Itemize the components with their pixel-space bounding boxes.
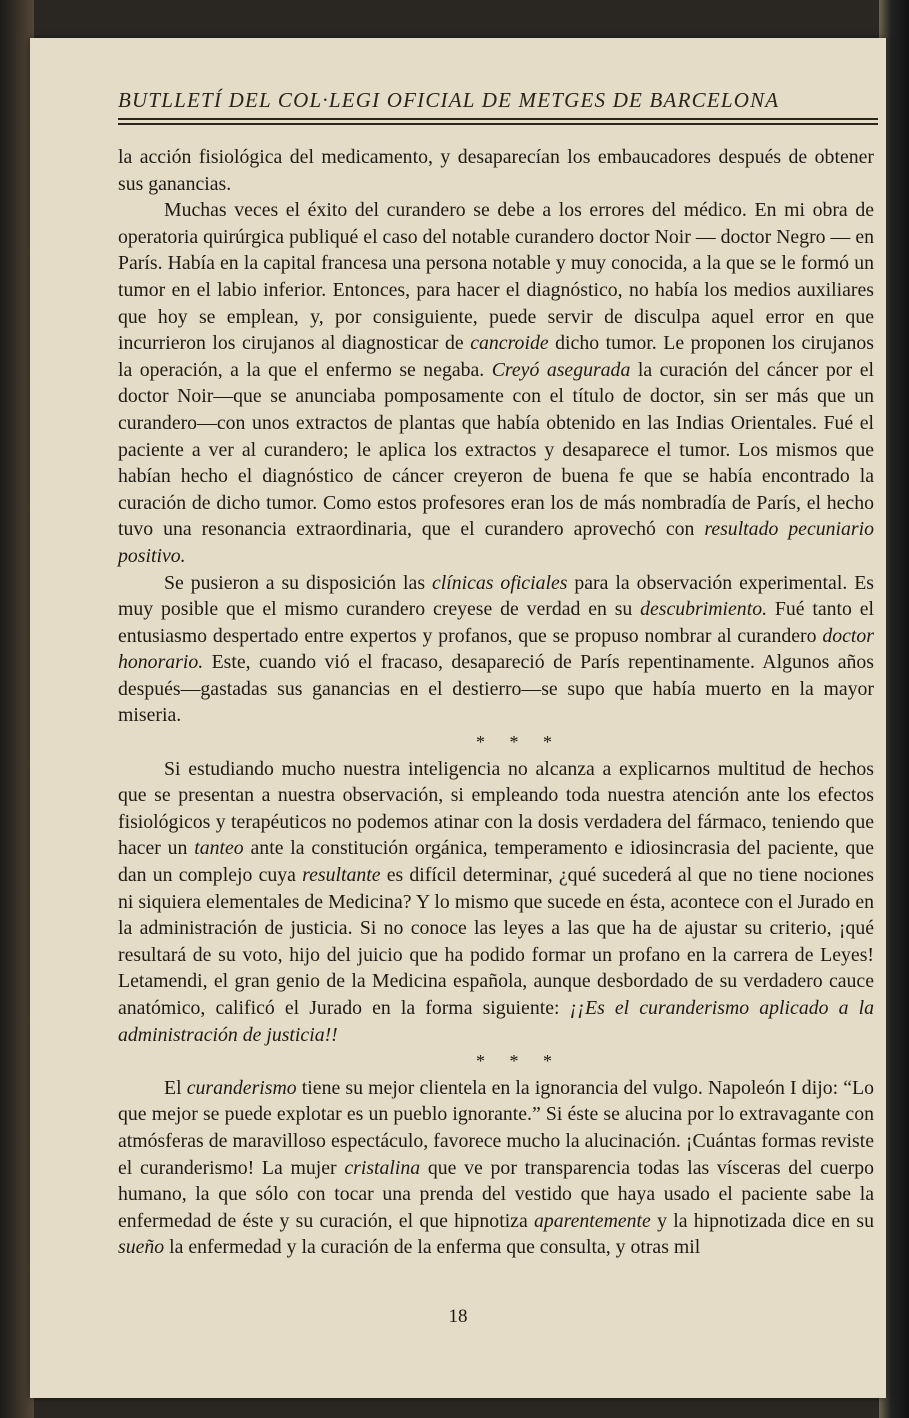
italic-run: clínicas oficiales	[431, 571, 568, 594]
italic-run: curanderismo	[186, 1076, 297, 1099]
paragraph	[118, 144, 874, 197]
text-run: Muchas veces el éxito del curandero se debe a los errores del médico. En mi obra de operatoria quirúrgica publiqué el caso del notable curandero doctor Noir — doctor Negro — en París. Había en la capital francesa una persona notable y muy conocida, a la que se le formó un tumor en el labio inferior. Entonces, para hacer el diagnóstico, no había los medios auxiliares que hoy se emplean, y, por consiguiente, puede servir de disculpa aquel error en que incurrieron los cirujanos al diagnosticar de	[118, 199, 874, 355]
italic-run: descubrimiento.	[640, 598, 768, 621]
italic-run: resultado pecuniario positivo.	[118, 518, 874, 567]
italic-run: aparentemente	[534, 1209, 651, 1232]
text-run: y la hipnotizada dice en su	[650, 1209, 874, 1232]
paragraph	[118, 756, 874, 1049]
page	[30, 38, 886, 1398]
text-run: que ve por transparencia todas las vísceras del cuerpo humano, la que sólo con tocar una prenda del vestido que haya usado el paciente sabe la enfermedad de éste y su curación, el que hipnotiza	[118, 1156, 874, 1232]
text-run: para la observación experimental. Es muy posible que el mismo curandero creyese de verdad en su	[118, 571, 874, 621]
text-run: Este, cuando vió el fracaso, desapareció de París repentinamente. Algunos años después—gastadas sus ganancias en el destierro—se supo que había muerto en la mayor miseria.	[118, 651, 874, 727]
text-run: Se pusieron a su disposición las	[164, 571, 432, 594]
paragraph	[118, 197, 874, 569]
page-number: 18	[448, 1306, 468, 1327]
italic-run: cancroide	[470, 332, 549, 355]
italic-run: cristalina	[344, 1156, 421, 1179]
text-run: es difícil determinar, ¿qué sucederá al que no tiene nociones ni siquiera elementales de Medicina? Y lo mismo que sucede en ésta, acontece con el Jurado en la administración de justicia. Si no conoce las leyes a las que ha de ajustar su criterio, ¡qué resultará de su voto, hijo del juicio que ha podido formar un profano en la carrera de Leyes! Letamendi, el gran genio de la Medicina española, aunque desbordado de su verdadero cauce anatómico, calificó el Jurado en la forma siguiente:	[118, 864, 875, 1019]
text-run: la acción fisiológica del medicamento, y desaparecían los embaucadores después de obtener sus ganancias.	[118, 146, 874, 195]
paragraph	[118, 1075, 874, 1261]
text-run: la enfermedad y la curación de la enferma que consulta, y otras mil	[164, 1236, 701, 1259]
italic-run: ¡¡Es el curanderismo aplicado a la administración de justicia!!	[118, 997, 874, 1046]
text-run: Fué tanto el entusiasmo despertado entre expertos y profanos, que se propuso nombrar al curandero	[118, 598, 874, 647]
header-rule-bottom	[118, 123, 878, 125]
text-run: Si estudiando mucho nuestra inteligencia no alcanza a explicarnos multitud de hechos que se presentan a nuestra observación, si empleando toda nuestra atención ante los efectos fisiológicos y terapéuticos no podemos atinar con la dosis verdadera del fármaco, teniendo que hacer un	[118, 757, 874, 860]
italic-run: doctor honorario.	[118, 624, 874, 674]
text-run: dicho tumor. Le proponen los cirujanos la operación, a la que el enfermo se negaba.	[118, 332, 874, 381]
text-run: ante la constitución orgánica, temperamento e idiosincrasia del paciente, que dan un complejo cuya	[118, 837, 874, 887]
text-run: tiene su mejor clientela en la ignorancia del vulgo. Napoleón I dijo: “Lo que mejor se puede explotar es un pueblo ignorante.” Si éste se alucina por lo extravagante con atmósferas de maravilloso espectáculo, favorece mucho la alucinación. ¡Cuántas formas reviste el curanderismo! La mujer	[118, 1076, 874, 1179]
running-header: BUTLLETÍ DEL COL·LEGI OFICIAL DE METGES DE BARCELONA	[118, 88, 780, 112]
italic-run: resultante	[302, 864, 381, 887]
italic-run: Creyó asegurada	[491, 358, 631, 381]
text-run: la curación del cáncer por el doctor Noir—que se anunciaba pomposamente con el título de doctor, sin ser más que un curandero—con unos extractos de plantas que había obtenido en las Indias Orientales. Fué el paciente a ver al curandero; le aplica los extractos y desaparece el tumor. Los mismos que habían hecho el diagnóstico de cáncer creyeron de buena fe que se había encontrado la curación de dicho tumor. Como estos profesores eran los de más nombradía de París, el hecho tuvo una resonancia extraordinaria, que el curandero aprovechó con	[118, 358, 874, 541]
section-separator: * * *	[476, 1051, 562, 1072]
header-rule-top	[118, 118, 878, 120]
text-run: El	[164, 1076, 187, 1099]
italic-run: tanteo	[194, 837, 244, 860]
article-body	[118, 144, 874, 1261]
italic-run: sueño	[118, 1236, 165, 1259]
book-binding	[0, 0, 34, 1418]
paragraph	[118, 570, 874, 730]
section-separator: * * *	[476, 732, 562, 753]
